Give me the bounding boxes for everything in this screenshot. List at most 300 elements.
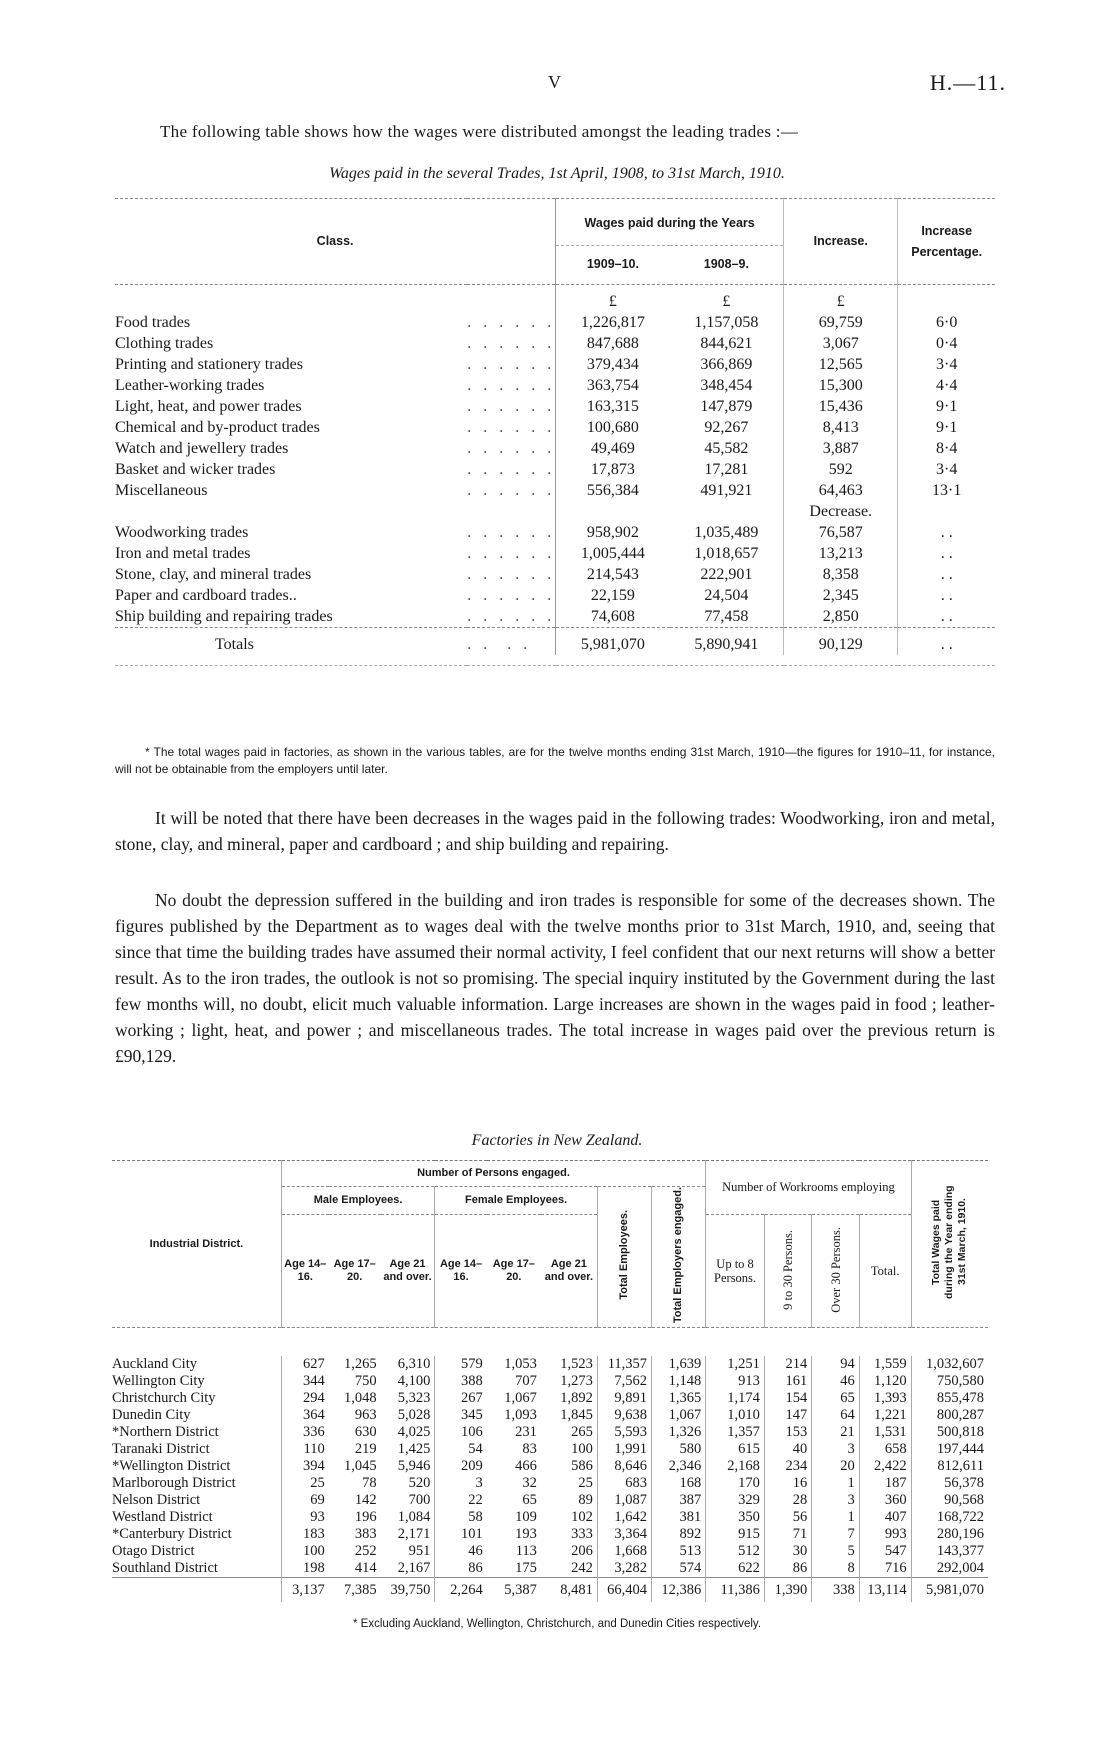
female-17-20: 175	[515, 1560, 537, 1577]
male-17-20: 630	[354, 1424, 377, 1441]
change-percentage: . .	[940, 587, 953, 604]
workrooms-over-30: 1	[812, 1475, 859, 1492]
change-amount: 13,213	[784, 543, 898, 564]
leader-dots: . . . . . .	[467, 566, 556, 583]
change-percentage: 13·1	[932, 482, 962, 499]
trade-name: Basket and wicker trades	[115, 461, 276, 478]
workrooms-over-30: 21	[812, 1424, 859, 1441]
total-employers: 2,346	[652, 1458, 706, 1475]
change-amount: 8,413	[784, 417, 898, 438]
male-age2-header: Age 17–20.	[333, 1257, 376, 1283]
female-21-over: 1,845	[560, 1407, 593, 1424]
female-age2-header: Age 17–20.	[492, 1257, 535, 1283]
workrooms-up-to-8: 1,251	[706, 1356, 765, 1373]
female-14-16: 101	[435, 1526, 487, 1543]
wages-1908-9: 24,504	[704, 587, 749, 604]
leader-dots: . . . . . .	[467, 419, 556, 436]
wages-1909-10: 17,873	[556, 459, 670, 480]
workrooms-up-to-8: 512	[706, 1543, 765, 1560]
male-21-over: 6,310	[397, 1356, 431, 1373]
trade-name: Watch and jewellery trades	[115, 440, 289, 457]
male-14-16: 69	[281, 1492, 328, 1509]
workrooms-up-to-8: 329	[706, 1492, 765, 1509]
district-row	[112, 1543, 988, 1560]
male-17-20: 963	[354, 1407, 377, 1424]
total-male-14-16: 3,137	[281, 1578, 328, 1603]
district-name: *Wellington District	[112, 1458, 231, 1475]
male-14-16: 25	[281, 1475, 328, 1492]
female-17-20: 113	[515, 1543, 537, 1560]
workrooms-over-30: 5	[812, 1543, 859, 1560]
change-percentage: 3·4	[936, 461, 958, 478]
male-14-16: 364	[281, 1407, 328, 1424]
leader-dots: . . . . . .	[467, 482, 556, 499]
trade-name: Woodworking trades	[115, 524, 249, 541]
total-employees: 1,991	[597, 1441, 651, 1458]
district-name: Southland District	[112, 1560, 218, 1577]
female-21-over: 1,892	[560, 1390, 593, 1407]
female-17-20: 32	[522, 1475, 537, 1492]
district-name: Marlborough District	[112, 1475, 236, 1492]
workrooms-total: 1,120	[859, 1373, 911, 1390]
workrooms-9-to-30: 40	[764, 1441, 811, 1458]
change-percentage: 9·1	[936, 419, 958, 436]
total-employers: 1,639	[652, 1356, 706, 1373]
total-employers-header: Total Employers engaged.	[652, 1187, 706, 1328]
district-name: Dunedin City	[112, 1407, 191, 1424]
wages-1909-10: 379,434	[556, 354, 670, 375]
total-wages: 90,568	[911, 1492, 988, 1509]
workroom-small-header: Up to 8 Persons.	[706, 1214, 765, 1327]
workrooms-up-to-8: 170	[706, 1475, 765, 1492]
leader-dots: . . . . . .	[467, 314, 556, 331]
wages-1909-10: 100,680	[556, 417, 670, 438]
trade-row	[115, 417, 995, 438]
totals-label: Totals	[115, 628, 467, 656]
total-wages: 800,287	[911, 1407, 988, 1424]
district-row	[112, 1526, 988, 1543]
district-row	[112, 1560, 988, 1578]
wages-1909-10: 556,384	[556, 480, 670, 501]
totals-pct: . .	[898, 628, 995, 656]
male-17-20: 1,048	[344, 1390, 377, 1407]
paragraph-decreases: It will be noted that there have been decreases in the wages paid in the following trades: Woodworking, iron and metal, stone, clay, and mineral, paper and cardboard ; and ship building and repairing.	[115, 808, 995, 854]
decrease-label-row	[115, 501, 995, 522]
male-14-16: 294	[281, 1390, 328, 1407]
leader-dots: . . . . . .	[467, 608, 556, 625]
district-name: Nelson District	[112, 1492, 201, 1509]
district-name: Christchurch City	[112, 1390, 216, 1407]
wages-1908-9: 92,267	[704, 419, 749, 436]
workrooms-total: 716	[859, 1560, 911, 1578]
workrooms-total: 187	[859, 1475, 911, 1492]
total-employees: 1,668	[597, 1543, 651, 1560]
workrooms-over-30: 65	[812, 1390, 859, 1407]
wages-1909-10: 363,754	[556, 375, 670, 396]
change-percentage: 9·1	[936, 398, 958, 415]
district-row	[112, 1390, 988, 1407]
total-employees: 7,562	[597, 1373, 651, 1390]
male-21-over: 1,084	[397, 1509, 431, 1526]
totals-y2: 5,890,941	[670, 628, 784, 656]
total-employees: 11,357	[597, 1356, 651, 1373]
change-percentage: . .	[940, 524, 953, 541]
leader-dots: . . . . . .	[467, 356, 556, 373]
leader-dots: . . . . . .	[467, 335, 556, 352]
male-14-16: 198	[281, 1560, 328, 1578]
unit-y1: £	[556, 285, 670, 313]
female-14-16: 46	[435, 1543, 487, 1560]
male-21-over: 5,323	[397, 1390, 431, 1407]
total-employees: 3,282	[597, 1560, 651, 1578]
leader-dots: . . . . . .	[467, 440, 556, 457]
total-wages: 855,478	[911, 1390, 988, 1407]
trade-row	[115, 354, 995, 375]
workrooms-9-to-30: 161	[764, 1373, 811, 1390]
workrooms-up-to-8: 350	[706, 1509, 765, 1526]
male-17-20: 750	[354, 1373, 377, 1390]
change-percentage: . .	[940, 566, 953, 583]
trade-row	[115, 585, 995, 606]
change-amount: 8,358	[784, 564, 898, 585]
total-female-21-over: 8,481	[541, 1578, 597, 1603]
total-employees: 1,642	[597, 1509, 651, 1526]
workrooms-total: 1,559	[859, 1356, 911, 1373]
total-employers: 1,326	[652, 1424, 706, 1441]
female-17-20: 83	[522, 1441, 537, 1458]
change-percentage: . .	[940, 545, 953, 562]
female-21-over: 25	[578, 1475, 593, 1492]
wages-1909-10: 1,005,444	[556, 543, 670, 564]
male-17-20: 252	[354, 1543, 377, 1560]
wages-1908-9: 491,921	[700, 482, 753, 499]
decrease-rows	[115, 522, 995, 628]
workrooms-9-to-30: 153	[764, 1424, 811, 1441]
trade-row	[115, 333, 995, 354]
female-header: Female Employees.	[435, 1187, 598, 1215]
unit-row	[115, 285, 995, 313]
change-amount: 3,067	[784, 333, 898, 354]
workrooms-over-30: 64	[812, 1407, 859, 1424]
total-employers: 168	[652, 1475, 706, 1492]
workrooms-9-to-30: 28	[764, 1492, 811, 1509]
total-female-14-16: 2,264	[435, 1578, 487, 1603]
female-21-over: 265	[571, 1424, 593, 1441]
male-14-16: 394	[281, 1458, 328, 1475]
female-14-16: 58	[435, 1509, 487, 1526]
male-14-16: 100	[281, 1543, 328, 1560]
workrooms-up-to-8: 1,010	[706, 1407, 765, 1424]
factories-table	[112, 1160, 988, 1602]
wages-group-header: Wages paid during the Years	[556, 199, 784, 246]
trade-row	[115, 375, 995, 396]
wages-1908-9: 1,157,058	[694, 314, 759, 331]
total-male-17-20: 7,385	[329, 1578, 381, 1603]
trade-row	[115, 564, 995, 585]
total-total-employers: 12,386	[652, 1578, 706, 1603]
female-21-over: 242	[571, 1560, 593, 1577]
workrooms-up-to-8: 915	[706, 1526, 765, 1543]
total-wages: 56,378	[911, 1475, 988, 1492]
wages-1908-9: 77,458	[704, 608, 749, 625]
decrease-label: Decrease.	[784, 501, 898, 522]
male-17-20: 196	[354, 1509, 377, 1526]
total-wages: 168,722	[911, 1509, 988, 1526]
table1-footnote: * The total wages paid in factories, as shown in the various tables, are for the twelve months ending 31st March, 1910—the figures for 1910–11, for instance, will not be obtainable from the employers until later.	[115, 745, 995, 776]
table1-caption: Wages paid in the several Trades, 1st April, 1908, to 31st March, 1910.	[329, 165, 785, 182]
total-wages: 143,377	[911, 1543, 988, 1560]
female-14-16: 22	[435, 1492, 487, 1509]
wages-1908-9: 366,869	[700, 356, 753, 373]
female-21-over: 1,273	[560, 1373, 593, 1390]
total-wages: 500,818	[911, 1424, 988, 1441]
total-employees: 3,364	[597, 1526, 651, 1543]
male-14-16: 627	[281, 1356, 328, 1373]
district-name: *Canterbury District	[112, 1526, 232, 1543]
trade-name: Ship building and repairing trades	[115, 608, 333, 625]
trade-name: Stone, clay, and mineral trades	[115, 566, 312, 583]
district-row	[112, 1492, 988, 1509]
wages-1909-10: 22,159	[556, 585, 670, 606]
trade-row	[115, 459, 995, 480]
trade-name: Light, heat, and power trades	[115, 398, 302, 415]
change-amount: 64,463	[784, 480, 898, 501]
district-header: Industrial District.	[112, 1161, 281, 1328]
female-21-over: 100	[571, 1441, 593, 1458]
trade-name: Miscellaneous	[115, 482, 208, 499]
male-17-20: 219	[354, 1441, 377, 1458]
trade-row	[115, 606, 995, 628]
workrooms-9-to-30: 154	[764, 1390, 811, 1407]
change-percentage: 4·4	[936, 377, 958, 394]
district-name: Auckland City	[112, 1356, 197, 1373]
document-reference: H.—11.	[929, 70, 1006, 95]
workrooms-over-30: 3	[812, 1441, 859, 1458]
wages-1909-10: 214,543	[556, 564, 670, 585]
total-employers: 513	[652, 1543, 706, 1560]
workrooms-total: 1,393	[859, 1390, 911, 1407]
trade-row	[115, 522, 995, 543]
total-district-name	[112, 1578, 281, 1603]
male-age3-header: Age 21 and over.	[383, 1257, 432, 1283]
total-employers: 580	[652, 1441, 706, 1458]
female-21-over: 206	[571, 1543, 593, 1560]
increase-header: Increase.	[784, 199, 898, 285]
female-age1-header: Age 14–16.	[435, 1214, 487, 1327]
wages-1908-9: 1,018,657	[694, 545, 759, 562]
male-17-20: 1,045	[344, 1458, 377, 1475]
male-21-over: 520	[408, 1475, 431, 1492]
female-17-20: 193	[515, 1526, 537, 1543]
male-14-16: 344	[281, 1373, 328, 1390]
workrooms-9-to-30: 56	[764, 1509, 811, 1526]
table2-totals-row	[112, 1578, 988, 1603]
female-17-20: 109	[515, 1509, 537, 1526]
wages-by-trade-table	[115, 198, 995, 666]
total-total-employees: 66,404	[597, 1578, 651, 1603]
district-row	[112, 1458, 988, 1475]
workrooms-over-30: 8	[812, 1560, 859, 1578]
male-14-16: 336	[281, 1424, 328, 1441]
total-employees: 1,087	[597, 1492, 651, 1509]
increase-rows	[115, 312, 995, 501]
district-rows	[112, 1356, 988, 1578]
male-21-over: 4,100	[397, 1373, 431, 1390]
female-14-16: 345	[435, 1407, 487, 1424]
trade-name: Iron and metal trades	[115, 545, 251, 562]
male-21-over: 951	[408, 1543, 431, 1560]
trade-name: Paper and cardboard trades..	[115, 587, 297, 604]
workrooms-total: 407	[859, 1509, 911, 1526]
workrooms-over-30: 3	[812, 1492, 859, 1509]
totals-y1: 5,981,070	[556, 628, 670, 656]
female-age3-header: Age 21 and over.	[544, 1257, 594, 1283]
table2-footnote: * Excluding Auckland, Wellington, Christchurch, and Dunedin Cities respectively.	[352, 1618, 762, 1630]
wages-1909-10: 847,688	[556, 333, 670, 354]
total-employees: 9,891	[597, 1390, 651, 1407]
district-name: Westland District	[112, 1509, 213, 1526]
male-21-over: 2,167	[397, 1560, 431, 1577]
change-amount: 76,587	[784, 522, 898, 543]
trade-name: Printing and stationery trades	[115, 356, 303, 373]
male-14-16: 93	[281, 1509, 328, 1526]
leader-dots: . . . . . .	[467, 398, 556, 415]
total-employers: 1,148	[652, 1373, 706, 1390]
workrooms-total: 658	[859, 1441, 911, 1458]
wages-1908-9: 1,035,489	[694, 524, 759, 541]
workrooms-9-to-30: 86	[764, 1560, 811, 1578]
workrooms-up-to-8: 913	[706, 1373, 765, 1390]
change-percentage: 0·4	[936, 335, 958, 352]
female-21-over: 333	[571, 1526, 593, 1543]
female-17-20: 231	[515, 1424, 537, 1441]
workrooms-up-to-8: 1,174	[706, 1390, 765, 1407]
wages-1908-9: 348,454	[700, 377, 753, 394]
total-female-17-20: 5,387	[487, 1578, 541, 1603]
male-17-20: 142	[354, 1492, 377, 1509]
class-header: Class.	[115, 199, 556, 285]
female-17-20: 1,053	[504, 1356, 537, 1373]
total-total-wages: 5,981,070	[911, 1578, 988, 1603]
workrooms-over-30: 7	[812, 1526, 859, 1543]
total-workrooms-9-to-30: 1,390	[764, 1578, 811, 1603]
female-14-16: 267	[435, 1390, 487, 1407]
workrooms-9-to-30: 16	[764, 1475, 811, 1492]
table2-header-row1	[112, 1161, 988, 1187]
wages-1908-9: 222,901	[700, 566, 753, 583]
district-name: Wellington City	[112, 1373, 205, 1390]
year2-header: 1908–9.	[670, 245, 784, 284]
wages-1909-10: 1,226,817	[556, 312, 670, 333]
workrooms-over-30: 46	[812, 1373, 859, 1390]
trade-row	[115, 396, 995, 417]
change-amount: 3,887	[784, 438, 898, 459]
male-17-20: 1,265	[344, 1356, 377, 1373]
unit-y2: £	[670, 285, 784, 313]
female-14-16: 86	[435, 1560, 487, 1578]
male-21-over: 5,946	[397, 1458, 431, 1475]
district-row	[112, 1373, 988, 1390]
total-employers: 387	[652, 1492, 706, 1509]
trade-name: Leather-working trades	[115, 377, 265, 394]
workroom-total-header: Total.	[859, 1214, 911, 1327]
total-employers: 574	[652, 1560, 706, 1578]
male-17-20: 383	[354, 1526, 377, 1543]
change-percentage: 3·4	[936, 356, 958, 373]
male-header: Male Employees.	[281, 1187, 435, 1215]
change-amount: 12,565	[784, 354, 898, 375]
workrooms-9-to-30: 214	[764, 1356, 811, 1373]
total-employees: 5,593	[597, 1424, 651, 1441]
workrooms-total: 360	[859, 1492, 911, 1509]
female-21-over: 102	[571, 1509, 593, 1526]
workrooms-header: Number of Workrooms employing	[706, 1161, 911, 1215]
leader-dots: . . . . . .	[467, 461, 556, 478]
workrooms-over-30: 1	[812, 1509, 859, 1526]
table1-totals-row: Totals . . . . 5,981,070 5,890,941 90,129 . .	[115, 628, 995, 656]
male-21-over: 4,025	[397, 1424, 431, 1441]
leader-dots: . . . . . .	[467, 545, 556, 562]
workrooms-over-30: 94	[812, 1356, 859, 1373]
female-17-20: 466	[515, 1458, 537, 1475]
trade-row	[115, 480, 995, 501]
female-17-20: 1,093	[504, 1407, 537, 1424]
workrooms-9-to-30: 147	[764, 1407, 811, 1424]
district-row	[112, 1509, 988, 1526]
male-21-over: 700	[408, 1492, 431, 1509]
female-14-16: 579	[435, 1356, 487, 1373]
district-row	[112, 1441, 988, 1458]
district-row	[112, 1356, 988, 1373]
trade-name: Chemical and by-product trades	[115, 419, 320, 436]
totals-inc: 90,129	[784, 628, 898, 656]
district-name: Otago District	[112, 1543, 195, 1560]
wages-1909-10: 958,902	[556, 522, 670, 543]
total-employers: 892	[652, 1526, 706, 1543]
total-employers: 1,067	[652, 1407, 706, 1424]
total-wages: 812,611	[911, 1458, 988, 1475]
wages-1908-9: 45,582	[704, 440, 749, 457]
total-employees: 9,638	[597, 1407, 651, 1424]
leader-dots: . . . . . .	[467, 377, 556, 394]
female-21-over: 89	[578, 1492, 593, 1509]
female-21-over: 1,523	[560, 1356, 593, 1373]
female-14-16: 388	[435, 1373, 487, 1390]
paragraph-depression: No doubt the depression suffered in the building and iron trades is responsible for some of the decreases shown. The figures published by the Department as to wages deal with the twelve months prior to 31st March, 1910, and, seeing that since that time the building trades have assumed their normal activity, I feel confident that our next returns will show a better result. As to the iron trades, the outlook is not so promising. The special inquiry instituted by the Government during the last few months will, no doubt, elicit much valuable information. Large increases are shown in the wages paid in food ; leather-working ; light, heat, and power ; and miscellaneous trades. The total increase in wages paid over the previous return is £90,129.	[115, 890, 995, 1066]
change-percentage: 8·4	[936, 440, 958, 457]
total-male-21-over: 39,750	[381, 1578, 435, 1603]
total-wages: 1,032,607	[911, 1356, 988, 1373]
district-name: *Northern District	[112, 1424, 219, 1441]
total-wages: 197,444	[911, 1441, 988, 1458]
workrooms-up-to-8: 2,168	[706, 1458, 765, 1475]
unit-inc: £	[784, 285, 898, 313]
wages-1908-9: 17,281	[704, 461, 749, 478]
female-17-20: 1,067	[504, 1390, 537, 1407]
district-row	[112, 1407, 988, 1424]
workrooms-total: 547	[859, 1543, 911, 1560]
wages-header: Total Wages paid during the Year ending 31st March, 1910.	[911, 1161, 988, 1328]
workrooms-over-30: 20	[812, 1458, 859, 1475]
male-21-over: 5,028	[397, 1407, 431, 1424]
total-wages: 750,580	[911, 1373, 988, 1390]
increase-pct-header: Increase Percentage.	[898, 199, 995, 285]
total-employees: 683	[597, 1475, 651, 1492]
district-name: Taranaki District	[112, 1441, 210, 1458]
change-amount: 69,759	[784, 312, 898, 333]
change-amount: 2,345	[784, 585, 898, 606]
trade-name: Food trades	[115, 314, 191, 331]
